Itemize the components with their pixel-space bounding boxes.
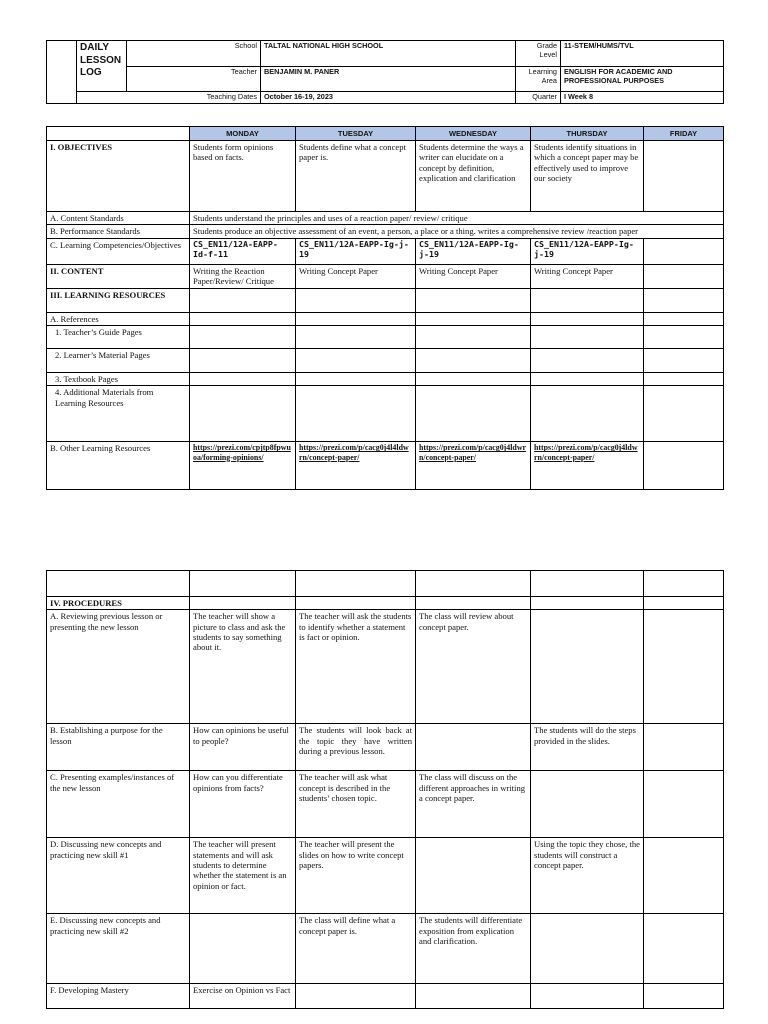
objectives-table: [46, 126, 724, 490]
teaching-dates-value: October 16-19, 2023: [261, 92, 516, 104]
procedure-f-tuesday: [296, 984, 416, 1009]
objectives-wednesday: Students determine the ways a writer can elucidate on a concept by definition, explication and clarification: [416, 141, 531, 212]
procedure-d-label: D. Discussing new concepts and practicing new skill #1: [47, 838, 190, 914]
procedure-d-wednesday: [416, 838, 531, 914]
teaching-dates-label: Teaching Dates: [77, 92, 261, 104]
objectives-tuesday: Students define what a concept paper is.: [296, 141, 416, 212]
quarter-label: Quarter: [516, 92, 561, 104]
procedures-blank-label: [47, 571, 190, 597]
objectives-monday: Students form opinions based on facts.: [190, 141, 296, 212]
area-label-line-1: Learning: [528, 67, 557, 76]
competencies-monday: CS_EN11/12A-EAPP-Id-f-11: [190, 238, 296, 264]
resources-tuesday: [296, 288, 416, 312]
procedures-label: IV. PROCEDURES: [47, 597, 190, 610]
content-friday: [644, 264, 724, 288]
day-header-friday: FRIDAY: [644, 127, 724, 141]
dll-title-line-2: LESSON: [80, 54, 122, 66]
additional-materials-label: 4. Additional Materials from Learning Resources: [47, 386, 190, 442]
procedures-tuesday: [296, 597, 416, 610]
dll-title-line-1: DAILY: [80, 42, 110, 53]
learners-material-tuesday: [296, 348, 416, 372]
procedure-b-monday: How can opinions be useful to people?: [190, 724, 296, 771]
grade-label: [516, 41, 561, 67]
procedures-blank-wednesday: [416, 571, 531, 597]
objectives-label: I. OBJECTIVES: [47, 141, 190, 212]
competencies-friday: [644, 238, 724, 264]
references-thursday: [531, 312, 644, 325]
references-friday: [644, 312, 724, 325]
learners-material-label: 2. Learner’s Material Pages: [47, 348, 190, 372]
procedure-b-thursday: The students will do the steps provided in the slides.: [531, 724, 644, 771]
textbook-friday: [644, 372, 724, 385]
other-resources-label: B. Other Learning Resources: [47, 442, 190, 490]
textbook-wednesday: [416, 372, 531, 385]
dll-title: [77, 41, 127, 92]
procedure-e-friday: [644, 914, 724, 984]
learning-area-label: [516, 67, 561, 92]
procedure-c-label: C. Presenting examples/instances of the new lesson: [47, 771, 190, 838]
other-resources-friday: [644, 442, 724, 490]
learners-material-monday: [190, 348, 296, 372]
procedure-a-tuesday: The teacher will ask the students to identify whether a statement is fact or opinion.: [296, 610, 416, 724]
procedures-blank-tuesday: [296, 571, 416, 597]
additional-wednesday: [416, 386, 531, 442]
procedure-e-label: E. Discussing new concepts and practicing new skill #2: [47, 914, 190, 984]
procedure-e-monday: [190, 914, 296, 984]
procedures-blank-friday: [644, 571, 724, 597]
grade-label-line-1: Grade: [536, 41, 557, 50]
content-thursday: Writing Concept Paper: [531, 264, 644, 288]
day-header-thursday: THURSDAY: [531, 127, 644, 141]
procedure-f-friday: [644, 984, 724, 1009]
textbook-label: 3. Textbook Pages: [47, 372, 190, 385]
references-label: A. References: [47, 312, 190, 325]
day-header-tuesday: TUESDAY: [296, 127, 416, 141]
content-wednesday: Writing Concept Paper: [416, 264, 531, 288]
procedure-f-label: F. Developing Mastery: [47, 984, 190, 1009]
content-standards-label: A. Content Standards: [47, 212, 190, 225]
school-value: TALTAL NATIONAL HIGH SCHOOL: [261, 41, 516, 67]
textbook-tuesday: [296, 372, 416, 385]
dll-title-line-3: LOG: [80, 67, 102, 78]
competencies-tuesday: CS_EN11/12A-EAPP-Ig-j-19: [296, 238, 416, 264]
corner-cell: [47, 127, 190, 141]
content-standards-text: Students understand the principles and uses of a reaction paper/ review/ critique: [190, 212, 724, 225]
procedure-a-label: A. Reviewing previous lesson or presenting the new lesson: [47, 610, 190, 724]
objectives-thursday: Students identify situations in which a concept paper may be effectively used to improve our society: [531, 141, 644, 212]
teachers-guide-label: 1. Teacher’s Guide Pages: [47, 325, 190, 348]
procedure-e-tuesday: The class will define what a concept paper is.: [296, 914, 416, 984]
procedure-b-label: B. Establishing a purpose for the lesson: [47, 724, 190, 771]
procedure-c-monday: How can you differentiate opinions from facts?: [190, 771, 296, 838]
learning-area-value: ENGLISH FOR ACADEMIC AND PROFESSIONAL PURPOSES: [561, 67, 724, 92]
learning-resources-label: III. LEARNING RESOURCES: [47, 288, 190, 312]
procedure-b-wednesday: [416, 724, 531, 771]
procedures-table: [46, 570, 724, 1009]
procedure-e-wednesday: The students will differentiate exposition from explication and clarification.: [416, 914, 531, 984]
resources-thursday: [531, 288, 644, 312]
procedures-thursday: [531, 597, 644, 610]
other-resources-wednesday-link[interactable]: https://prezi.com/p/cacg0j4ldwrn/concept-paper/: [416, 442, 531, 490]
content-tuesday: Writing Concept Paper: [296, 264, 416, 288]
references-tuesday: [296, 312, 416, 325]
procedure-a-wednesday: The class will review about concept paper.: [416, 610, 531, 724]
procedure-a-monday: The teacher will show a picture to class and ask the students to say something about it.: [190, 610, 296, 724]
procedure-d-friday: [644, 838, 724, 914]
procedure-f-thursday: [531, 984, 644, 1009]
content-monday: Writing the Reaction Paper/Review/ Critique: [190, 264, 296, 288]
additional-tuesday: [296, 386, 416, 442]
learners-material-wednesday: [416, 348, 531, 372]
procedure-c-wednesday: The class will discuss on the different approaches in writing a concept paper.: [416, 771, 531, 838]
teachers-guide-monday: [190, 325, 296, 348]
header-margin-cell: [47, 41, 77, 104]
teachers-guide-wednesday: [416, 325, 531, 348]
performance-standards-label: B. Performance Standards: [47, 225, 190, 238]
additional-friday: [644, 386, 724, 442]
other-resources-thursday-link[interactable]: https://prezi.com/p/cacg0j4ldwrn/concept-paper/: [531, 442, 644, 490]
references-monday: [190, 312, 296, 325]
other-resources-monday-link[interactable]: https://prezi.com/cpjtp8fpwuoa/forming-opinions/: [190, 442, 296, 490]
procedure-b-tuesday: The students will look back at the topic they have written during a previous lesson.: [296, 724, 416, 771]
learners-material-friday: [644, 348, 724, 372]
procedures-monday: [190, 597, 296, 610]
procedure-d-thursday: Using the topic they chose, the students will construct a concept paper.: [531, 838, 644, 914]
procedures-blank-monday: [190, 571, 296, 597]
textbook-monday: [190, 372, 296, 385]
procedure-c-thursday: [531, 771, 644, 838]
textbook-thursday: [531, 372, 644, 385]
quarter-value: I Week 8: [561, 92, 724, 104]
procedure-f-monday: Exercise on Opinion vs Fact: [190, 984, 296, 1009]
teacher-label: Teacher: [127, 67, 261, 92]
objectives-friday: [644, 141, 724, 212]
performance-standards-text: Students produce an objective assessment of an event, a person, a place or a thing. writes a comprehensive review /reaction paper: [190, 225, 724, 238]
day-header-wednesday: WEDNESDAY: [416, 127, 531, 141]
procedure-f-wednesday: [416, 984, 531, 1009]
header-table: [46, 40, 724, 104]
procedure-d-monday: The teacher will present statements and will ask students to determine whether the statement is an opinion or fact.: [190, 838, 296, 914]
procedure-a-thursday: [531, 610, 644, 724]
additional-thursday: [531, 386, 644, 442]
learners-material-thursday: [531, 348, 644, 372]
area-label-line-2: Area: [541, 75, 557, 85]
procedure-a-friday: [644, 610, 724, 724]
procedure-e-thursday: [531, 914, 644, 984]
references-wednesday: [416, 312, 531, 325]
other-resources-tuesday-link[interactable]: https://prezi.com/p/cacg0j4l4ldwrn/concept-paper/: [296, 442, 416, 490]
additional-monday: [190, 386, 296, 442]
procedures-friday: [644, 597, 724, 610]
teachers-guide-friday: [644, 325, 724, 348]
procedures-wednesday: [416, 597, 531, 610]
resources-monday: [190, 288, 296, 312]
procedure-b-friday: [644, 724, 724, 771]
competencies-label: C. Learning Competencies/Objectives: [47, 238, 190, 264]
grade-label-line-2: Level: [539, 49, 557, 59]
competencies-wednesday: CS_EN11/12A-EAPP-Ig-j-19: [416, 238, 531, 264]
competencies-thursday: CS_EN11/12A-EAPP-Ig-j-19: [531, 238, 644, 264]
teachers-guide-thursday: [531, 325, 644, 348]
teacher-value: BENJAMIN M. PANER: [261, 67, 516, 92]
resources-friday: [644, 288, 724, 312]
teachers-guide-tuesday: [296, 325, 416, 348]
procedure-c-tuesday: The teacher will ask what concept is described in the students’ chosen topic.: [296, 771, 416, 838]
day-header-monday: MONDAY: [190, 127, 296, 141]
grade-value: 11-STEM/HUMS/TVL: [561, 41, 724, 67]
procedure-c-friday: [644, 771, 724, 838]
procedures-blank-thursday: [531, 571, 644, 597]
content-label: II. CONTENT: [47, 264, 190, 288]
procedure-d-tuesday: The teacher will present the slides on how to write concept papers.: [296, 838, 416, 914]
resources-wednesday: [416, 288, 531, 312]
school-label: School: [127, 41, 261, 67]
